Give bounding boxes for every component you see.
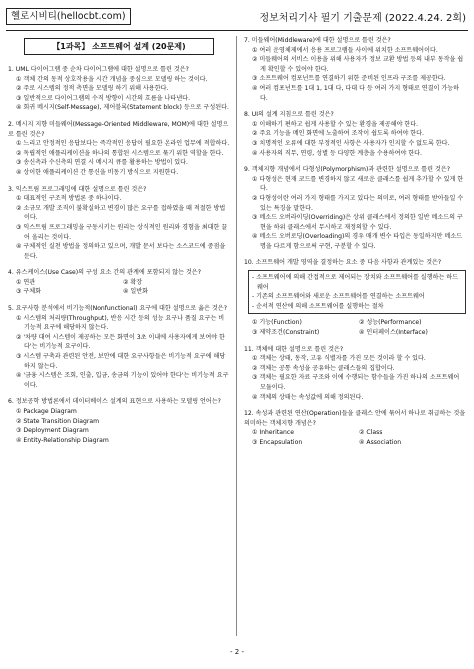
answer-option: ② 소규모 개발 조직이 불확실하고 변경이 많은 요구를 접하였을 때 적절한 방법이다. bbox=[16, 204, 226, 222]
answer-option-grid bbox=[252, 428, 466, 447]
answer-option-grid bbox=[16, 278, 230, 297]
left-column bbox=[8, 36, 230, 636]
answer-option: ④ Association bbox=[359, 438, 402, 446]
answer-option: ④ 상이한 애플리케이션 간 통신을 비동기 방식으로 지원한다. bbox=[16, 168, 179, 176]
site-brand: 헬로시비티(hellocbt.com) bbox=[6, 8, 131, 25]
question bbox=[8, 268, 230, 297]
question bbox=[244, 258, 466, 337]
question bbox=[244, 345, 466, 403]
answer-option: ② State Transition Diagram bbox=[16, 417, 100, 425]
answer-option: ④ 구체적인 실천 방법을 정의하고 있으며, 개발 문서 보다는 소스코드에 중점을 둔다. bbox=[16, 243, 226, 260]
question-stem: 5. 요구사항 분석에서 비기능적(Nonfunctional) 요구에 대한 설명으로 옳은 것은? bbox=[8, 305, 227, 313]
answer-option: ① 여러 운영체제에서 응용 프로그램들 사이에 위치한 소프트웨어이다. bbox=[252, 46, 438, 54]
question bbox=[8, 304, 230, 390]
left-question-list bbox=[8, 65, 230, 445]
question-stem: 1. UML 다이어그램 중 순차 다이어그램에 대한 설명으로 틀린 것은? bbox=[8, 66, 189, 73]
question-stem: 9. 객체지향 개념에서 다형성(Polymorphism)과 관련한 설명으로 틀린 것은? bbox=[244, 166, 450, 174]
question-stem: 12. 속성과 관련된 연산(Operation)들을 클래스 안에 묶어서 하나로 취급하는 것을 의미하는 객체지향 개념은? bbox=[244, 410, 466, 427]
answer-option: ② 다형성이란 여러 가지 형태를 가지고 있다는 의미로, 여러 형태를 받아들일 수 있는 특징을 말한다. bbox=[252, 194, 464, 212]
answer-option: ③ 송신측과 수신측의 연결 시 메시지 큐를 활용하는 방법이 있다. bbox=[16, 159, 188, 167]
answer-option-grid bbox=[252, 318, 466, 337]
condition-item: - 순서적 연산에 의해 소프트웨어를 실행하는 절차 bbox=[252, 302, 384, 310]
exam-title: 정보처리기사 필기 기출문제 (2022.4.24. 2회) bbox=[259, 13, 466, 24]
answer-option: ① Inheritance bbox=[252, 429, 294, 437]
answer-option: ③ Deployment Diagram bbox=[16, 427, 89, 435]
answer-option: ② 독립적인 애플리케이션을 하나의 통합된 시스템으로 묶기 위한 역할을 한다. bbox=[16, 149, 224, 157]
question bbox=[244, 165, 466, 251]
question bbox=[8, 185, 230, 262]
answer-option: ① 대표적인 구조적 방법론 중 하나이다. bbox=[16, 195, 122, 203]
right-column bbox=[244, 36, 466, 636]
answer-option: ③ 익스트림 프로그래밍을 구동시키는 원리는 상식적인 원리와 경험을 최대한 끌어 올리는 것이다. bbox=[16, 223, 228, 241]
question bbox=[8, 120, 230, 178]
answer-option: ④ 메소드 오버로딩(Overloading)의 경우 매개 변수 타입은 동일하지만 메소드명을 다르게 함으로써 구현, 구분할 수 있다. bbox=[252, 233, 462, 250]
page-number: - 2 - bbox=[230, 648, 244, 656]
page-header bbox=[6, 6, 468, 26]
answer-option: ① 느리고 안정적인 응답보다는 즉각적인 응답이 필요한 온라인 업무에 적합하다. bbox=[16, 140, 230, 148]
question-stem: 6. 정보공학 방법론에서 데이터베이스 설계의 표현으로 사용하는 모델링 언어는? bbox=[8, 398, 221, 406]
answer-option: ④ 일반화 bbox=[123, 288, 149, 296]
header-divider bbox=[6, 30, 468, 31]
question bbox=[8, 397, 230, 445]
answer-option: ① 시스템의 처리량(Throughput), 반응 시간 등의 성능 요구나 품질 요구는 비기능적 요구에 해당하지 않는다. bbox=[16, 314, 225, 332]
answer-option: ② 주요 기능을 메인 화면에 노출하여 조작이 쉽도록 하여야 한다. bbox=[252, 130, 424, 138]
condition-item: - 기존의 소프트웨어와 새로운 소프트웨어를 연결하는 소프트웨어 bbox=[252, 293, 425, 301]
answer-option: ① 기능(Function) bbox=[252, 319, 302, 327]
question bbox=[244, 110, 466, 158]
answer-option: ② 성능(Performance) bbox=[359, 319, 422, 327]
question bbox=[8, 65, 230, 113]
column-divider bbox=[236, 36, 237, 636]
answer-option: ③ Encapsulation bbox=[252, 438, 303, 446]
answer-option: ③ 제약조건(Constraint) bbox=[252, 329, 320, 337]
answer-option: ① 다형성은 현재 코드를 변경하지 않고 새로운 클래스를 쉽게 추가할 수 있게 한다. bbox=[252, 175, 464, 193]
answer-option: ① 연관 bbox=[16, 278, 36, 286]
question-stem: 4. 유스케이스(Use Case)의 구성 요소 간의 관계에 포함되지 않는 것은? bbox=[8, 269, 201, 277]
answer-option: ④ 인터페이스(Interface) bbox=[359, 329, 428, 337]
question-stem: 10. 소프트웨어 개발 영역을 결정하는 요소 중 다음 사항과 관계있는 것은? bbox=[244, 259, 442, 267]
answer-option: ① 객체 간의 동적 상호작용을 시간 개념을 중심으로 모델링 하는 것이다. bbox=[16, 75, 208, 83]
answer-option: ③ 소프트웨어 컴포넌트를 연결하기 위한 준비된 인프라 구조를 제공한다. bbox=[252, 75, 446, 83]
answer-option: ③ 일반적으로 다이어그램의 수직 방향이 시간의 흐름을 나타낸다. bbox=[16, 94, 191, 102]
answer-option: ① 객체는 상태, 동작, 고유 식별자를 가진 모든 것이라 할 수 있다. bbox=[252, 355, 426, 363]
answer-option: ③ 시스템 구축과 관련된 안전, 보안에 대한 요구사항들은 비기능적 요구에 해당하지 않는다. bbox=[16, 353, 226, 370]
answer-option: ③ 메소드 오버라이딩(Overriding)은 상위 클래스에서 정의한 일반 메소드의 구현을 하위 클래스에서 무시하고 재정의할 수 있다. bbox=[252, 214, 463, 231]
answer-option: ④ 사용자의 직무, 연령, 성별 등 다양한 계층을 수용하여야 한다. bbox=[252, 149, 422, 157]
question bbox=[244, 36, 466, 103]
right-question-list bbox=[244, 36, 466, 448]
section-title: 【1과목】 소프트웨어 설계 (20문제) bbox=[24, 38, 214, 55]
answer-option: ④ '금융 시스템은 조회, 인출, 입금, 송금의 기능이 있어야 한다'는 비기능적 요구이다. bbox=[16, 372, 229, 389]
question-stem: 2. 메시지 지향 미들웨어(Message-Oriented Middleware, MOM)에 대한 설명으로 틀린 것은? bbox=[8, 120, 229, 138]
question-stem: 3. 익스트림 프로그래밍에 대한 설명으로 틀린 것은? bbox=[8, 185, 147, 193]
question-stem: 11. 객체에 대한 설명으로 틀린 것은? bbox=[244, 345, 344, 353]
answer-option: ③ 치명적인 오류에 대한 부정적인 사항은 사용자가 인지할 수 없도록 한다. bbox=[252, 139, 450, 147]
question-stem: 7. 미들웨어(Middleware)에 대한 설명으로 틀린 것은? bbox=[244, 37, 391, 44]
question-stem: 8. UI의 설계 지침으로 틀린 것은? bbox=[244, 111, 334, 119]
answer-option: ② 미들웨어의 서비스 이용을 위해 사용자가 정보 교환 방법 등의 내부 동작을 쉽게 확인할 수 있어야 한다. bbox=[252, 56, 464, 73]
question bbox=[244, 409, 466, 447]
answer-option: ② 주로 시스템의 정적 측면을 모델링 하기 위해 사용한다. bbox=[16, 85, 169, 93]
answer-option: ② 객체는 공통 속성을 공유하는 클래스들의 집합이다. bbox=[252, 364, 395, 372]
answer-option: ④ 객체의 상태는 속성값에 의해 정의된다. bbox=[252, 393, 364, 401]
condition-item: - 소프트웨어에 의해 간접적으로 제어되는 장치와 소프트웨어를 실행하는 하드웨어 bbox=[252, 274, 459, 291]
answer-option: ② 확장 bbox=[123, 278, 143, 286]
answer-option: ④ 회귀 메시지(Self-Message), 제어블록(Statement block) 등으로 구성된다. bbox=[16, 104, 229, 112]
answer-option: ① 이해하기 편하고 쉽게 사용할 수 있는 환경을 제공해야 한다. bbox=[252, 120, 419, 128]
answer-option: ④ Entity-Relationship Diagram bbox=[16, 436, 109, 444]
answer-option: ④ 여러 컴포넌트를 1대 1, 1대 다, 다대 다 등 여러 가지 형태로 연결이 가능하다. bbox=[252, 84, 460, 102]
answer-option: ③ 객체는 필요한 자료 구조와 이에 수행되는 함수들을 가진 하나의 소프트웨어 모듈이다. bbox=[252, 374, 460, 391]
answer-option: ① Package Diagram bbox=[16, 408, 77, 415]
answer-option: ② Class bbox=[359, 429, 383, 437]
answer-option: ② '차량 대여 시스템이 제공하는 모든 화면이 3초 이내에 사용자에게 보여야 한다'는 비기능적 요구이다. bbox=[16, 333, 225, 351]
answer-option: ③ 구체화 bbox=[16, 288, 42, 296]
condition-box bbox=[248, 270, 466, 314]
